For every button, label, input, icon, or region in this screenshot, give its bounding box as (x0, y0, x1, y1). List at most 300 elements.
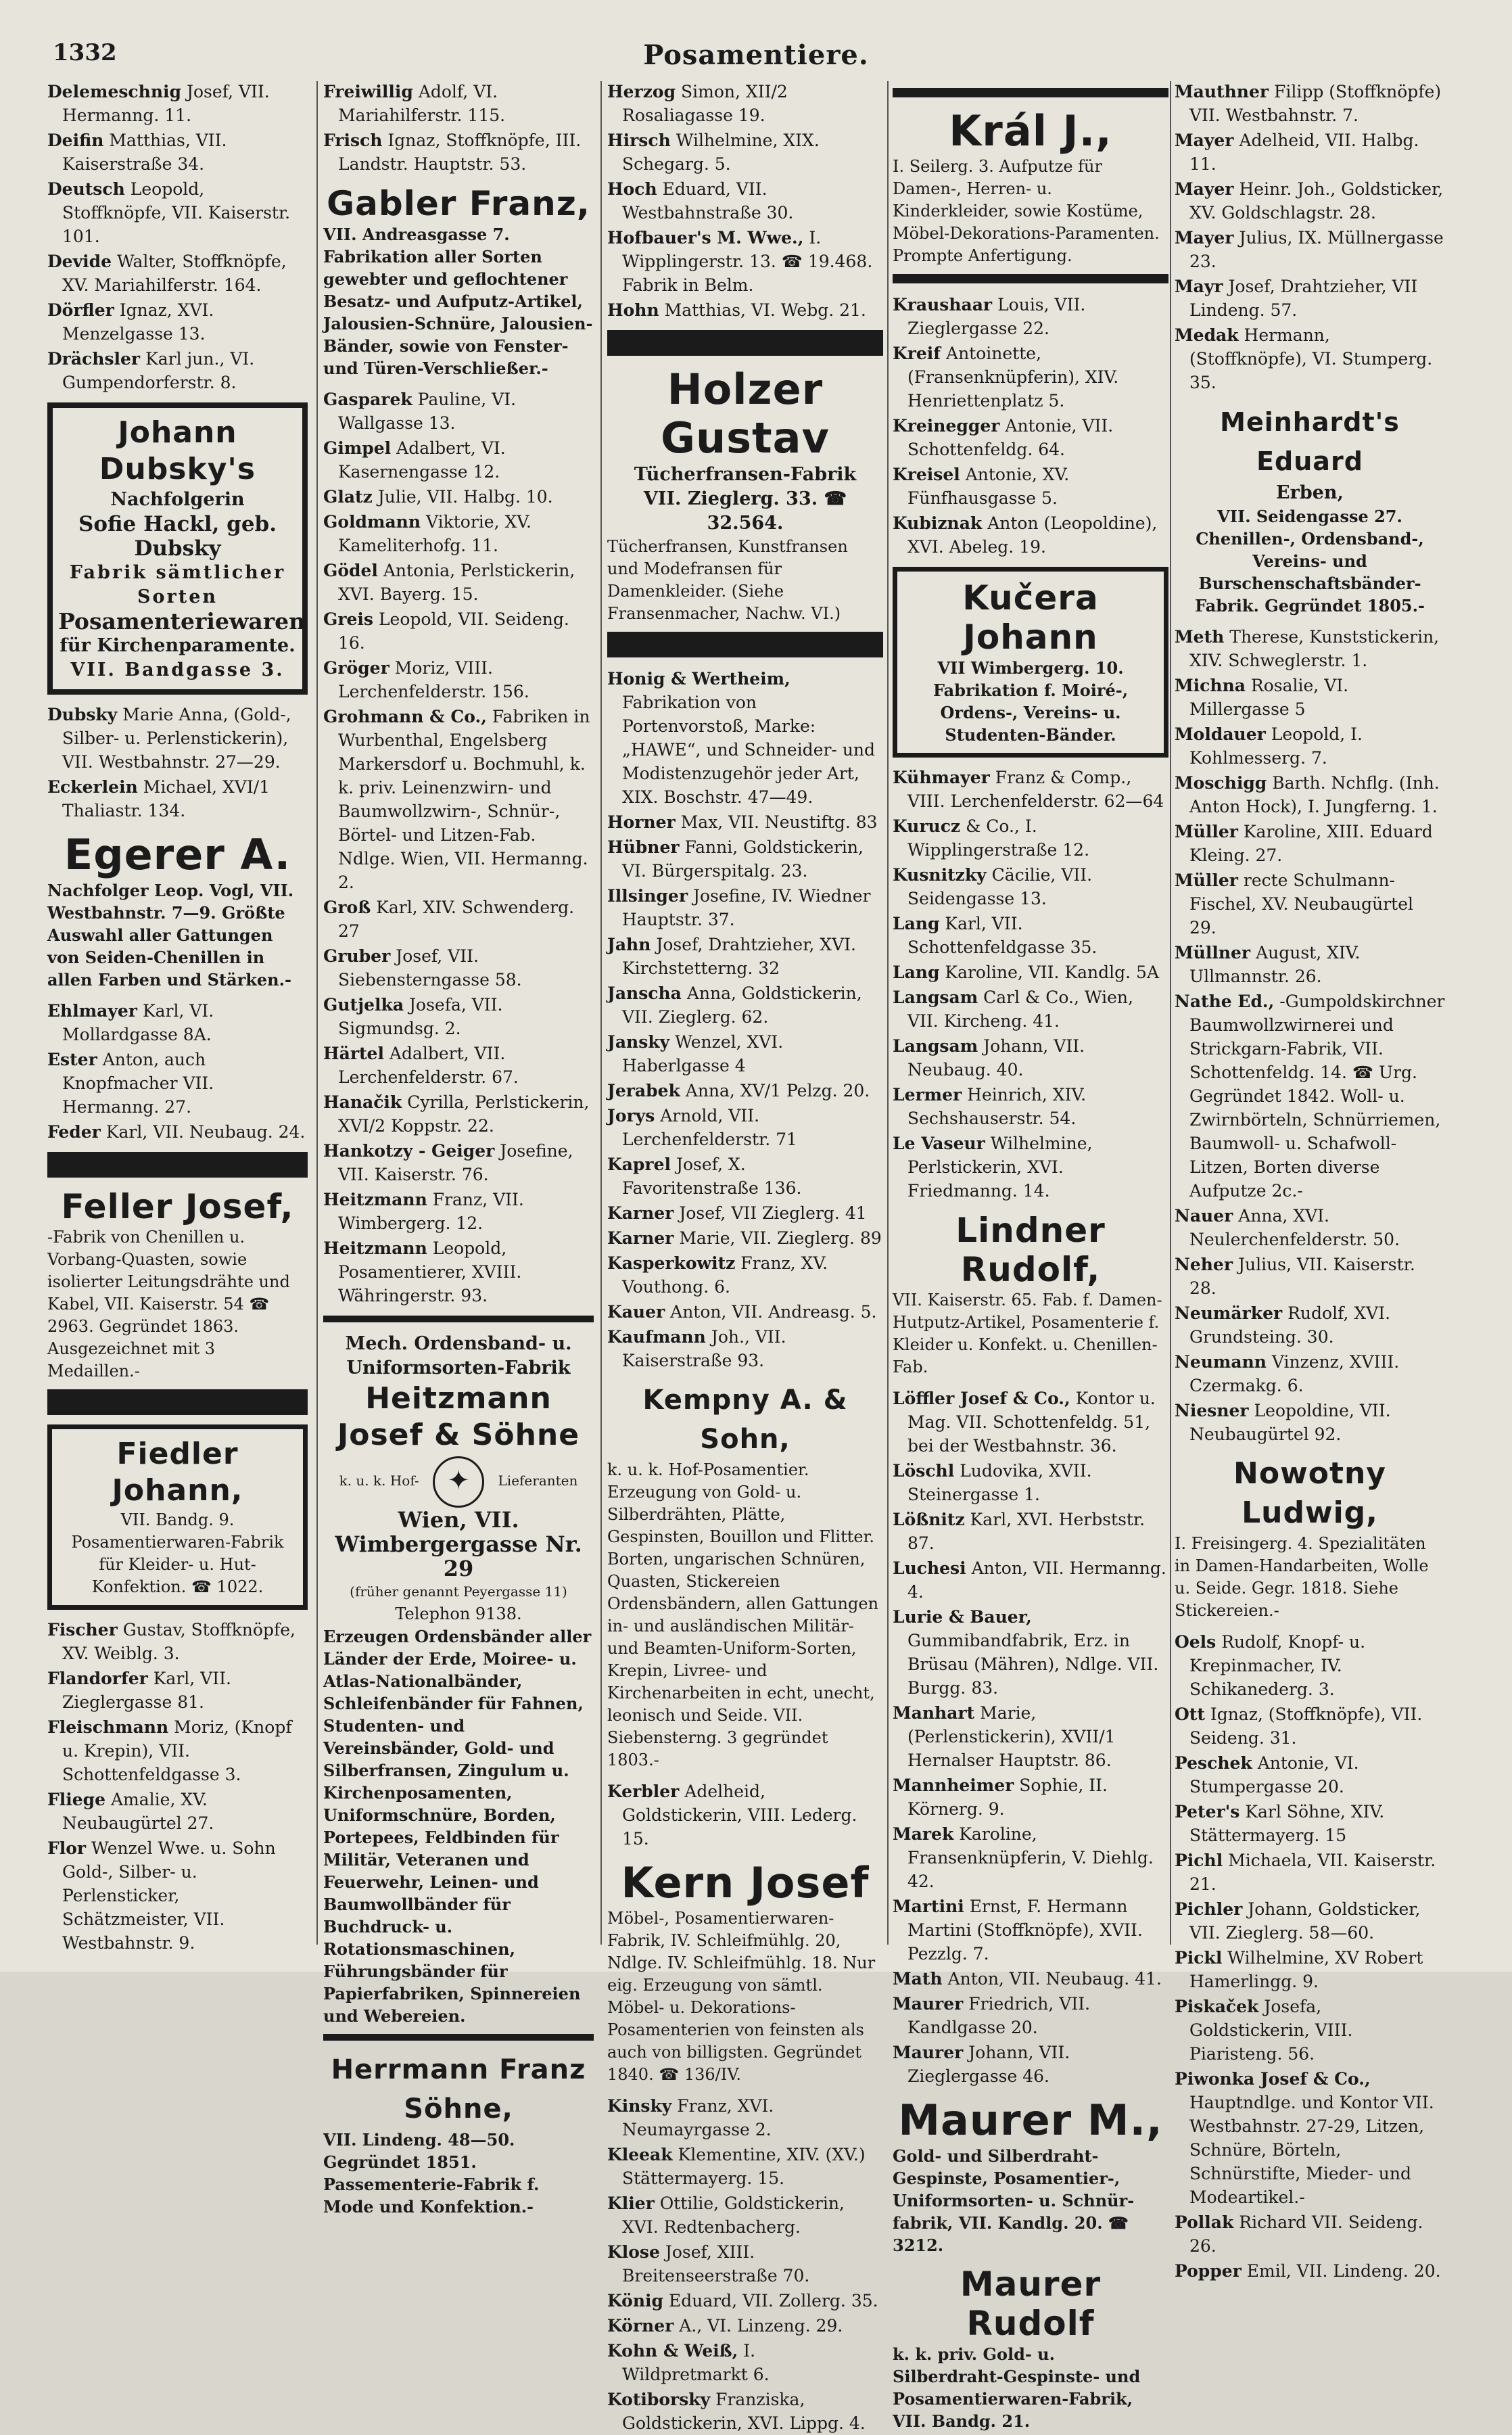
entry-details: Marie, (Perlenstickerin), XVII/1 Hernalser Hauptstr. 86. (907, 1703, 1116, 1770)
entry-name: Hoch (607, 179, 657, 199)
entry-list (893, 293, 1168, 559)
directory-entry (47, 775, 308, 822)
ad-line: Wien, VII. Wimbergergasse Nr. 29 (335, 1507, 582, 1581)
advertisement-egerer (47, 831, 308, 991)
entry-name: Kurucz (893, 816, 961, 836)
directory-entry (1175, 2067, 1445, 2209)
entry-name: Kühmayer (893, 768, 990, 787)
ad-line: Posamenteriewaren (58, 608, 306, 634)
directory-entry (323, 485, 594, 509)
entry-details: Ignaz, Stoffknöpfe, III. Landstr. Hauptstr. 53. (338, 131, 582, 174)
entry-details: Filipp (Stoffknöpfe) VII. Westbahnstr. 7. (1189, 82, 1442, 125)
directory-entry (893, 1701, 1168, 1772)
entry-details: Matthias, VII. Kaiserstraße 34. (62, 131, 227, 174)
entry-details: Rudolf, Knopf- u. Krepinmacher, IV. Schikanederg. 3. (1189, 1632, 1366, 1699)
directory-entry (893, 1895, 1168, 1966)
column-4 (893, 80, 1168, 2431)
entry-name: Maurer (893, 2043, 964, 2062)
directory-entry (323, 1236, 594, 1307)
entry-name: Pollak (1175, 2212, 1234, 2232)
directory-entry (607, 1104, 883, 1151)
entry-details: Pauline, VI. Wallgasse 13. (338, 390, 517, 433)
entry-name: Pichl (1175, 1851, 1223, 1870)
entry-name: Maurer (893, 1994, 964, 2014)
directory-entry (607, 1251, 883, 1299)
directory-entry (1175, 177, 1445, 225)
directory-entry (47, 1667, 308, 1714)
entry-details: Louis, VII. Zieglergasse 22. (907, 295, 1086, 338)
advertisement-heitzmann (323, 1316, 594, 2041)
directory-entry (1175, 1702, 1445, 1750)
ad-divider (607, 330, 883, 356)
entry-details: Adelheid, Goldstickerin, VIII. Lederg. 15. (622, 1782, 857, 1849)
entry-name: Hohn (607, 300, 659, 320)
ad-line: VII. Zieglerg. 33. ☎ 32.564. (643, 488, 847, 534)
entry-name: Kasperkowitz (607, 1253, 736, 1273)
page-title: Posamentiere. (643, 39, 869, 71)
entry-name: Kreisel (893, 465, 960, 484)
entry-details: Matthias, VI. Webg. 21. (664, 300, 866, 320)
entry-details: August, XIV. Ullmannstr. 26. (1189, 943, 1361, 986)
entry-name: Mannheimer (893, 1776, 1014, 1795)
entry-name: Löschl (893, 1461, 955, 1481)
entry-name: Jorys (607, 1106, 655, 1126)
entry-name: Jerabek (607, 1081, 680, 1100)
entry-name: Meth (1175, 627, 1225, 647)
column-rule (1170, 81, 1171, 1945)
ad-title: Maurer Rudolf (960, 2265, 1102, 2343)
entry-details: Julius, VII. Kaiserstr. 28. (1189, 1255, 1415, 1298)
directory-entry (323, 993, 594, 1040)
directory-entry (323, 559, 594, 606)
entry-details: Eduard, VII. Westbahnstraße 30. (622, 179, 794, 223)
directory-entry (1175, 820, 1445, 867)
entry-name: Mauthner (1175, 82, 1269, 101)
entry-name: Janscha (607, 983, 682, 1003)
ad-text: VII. Seidengasse 27. Chenillen-, Ordensband-, Vereins- und Burschenschaftsbänder-Fabrik. Gegründet 1805.- (1195, 507, 1425, 616)
directory-entry (607, 2388, 883, 2435)
entry-details: Franz, XV. Vouthong. 6. (622, 1253, 828, 1297)
entry-details: Viktorie, XV. Kameliterhofg. 11. (338, 512, 531, 555)
directory-entry (47, 80, 308, 127)
directory-entry (1175, 80, 1445, 127)
entry-name: Moschigg (1175, 773, 1267, 793)
entry-name: Horner (607, 812, 676, 832)
directory-entry (893, 1992, 1168, 2039)
advertisement-meinhardt (1175, 402, 1445, 617)
entry-details: Marie Anna, (Gold-, Silber- u. Perlenstickerin), VII. Westbahnstr. 27—29. (62, 705, 291, 772)
entry-details: Richard VII. Seideng. 26. (1189, 2212, 1423, 2256)
entry-name: Luchesi (893, 1558, 966, 1578)
entry-name: Oels (1175, 1632, 1216, 1652)
directory-entry (47, 1715, 308, 1786)
entry-details: & Co., I. Wipplingerstraße 12. (907, 816, 1090, 860)
entry-name: Mayer (1175, 179, 1234, 199)
entry-details: Anna, Goldstickerin, VII. Zieglerg. 62. (622, 983, 862, 1027)
entry-details: Anna, XV/1 Pelzg. 20. (685, 1081, 870, 1100)
entry-details: Ottilie, Goldstickerin, XVI. Redtenbacherg. (622, 2194, 845, 2237)
directory-entry (893, 985, 1168, 1033)
directory-entry (893, 1773, 1168, 1821)
directory-entry (607, 2240, 883, 2288)
directory-entry (1175, 1751, 1445, 1799)
directory-entry (47, 298, 308, 346)
directory-entry (893, 1556, 1168, 1604)
entry-name: Hübner (607, 837, 680, 857)
entry-name: Hofbauer's M. Wwe., (607, 228, 804, 248)
directory-entry (1175, 771, 1445, 818)
ad-text: VII. Andreasgasse 7. Fabrikation aller Sorten gewebter und geflochtener Besatz- und Aufputz-Artikel, Jalousien-Schnüre, Jalousien-Bänder, sowie von Fenster- und Türen-Verschließer.- (323, 225, 593, 378)
directory-entry (607, 226, 883, 297)
directory-entry (893, 1822, 1168, 1893)
entry-details: Karoline, Fransenknüpferin, V. Diehlg. 42. (907, 1824, 1154, 1891)
entry-name: Gröger (323, 658, 389, 678)
crest-row (323, 1454, 594, 1508)
entry-name: Le Vaseur (893, 1134, 985, 1153)
entry-name: Ehlmayer (47, 1001, 137, 1021)
directory-entry (1175, 868, 1445, 940)
ad-title: Heitzmann Josef & Söhne (337, 1381, 580, 1452)
ad-title: Egerer A. (64, 830, 291, 879)
entry-details: Karl, VII. Neubaug. 24. (105, 1122, 306, 1142)
entry-details: Karl jun., VI. Gumpendorferstr. 8. (62, 349, 255, 392)
entry-name: Hirsch (607, 131, 671, 150)
entry-name: Ott (1175, 1704, 1205, 1724)
entry-name: Piskaček (1175, 1997, 1259, 2016)
entry-details: Ignaz, (Stoffknöpfe), VII. Seideng. 31. (1189, 1704, 1423, 1748)
directory-entry (607, 1226, 883, 1250)
entry-list (1175, 80, 1445, 394)
entry-name: Mayr (1175, 277, 1223, 296)
entry-details: Karl, XVI. Herbststr. 87. (907, 1510, 1145, 1553)
ad-text: I. Freisingerg. 4. Spezialitäten in Damen-Handarbeiten, Wolle u. Seide. Gegr. 1818. Siehe Stickereien.- (1175, 1534, 1429, 1620)
directory-entry (607, 981, 883, 1029)
directory-entry (893, 511, 1168, 559)
entry-details: Fabriken in Wurbenthal, Engelsberg Markersdorf u. Bochmuhl, k. k. priv. Leinenzwirn- und Baumwollzwirn-, Schnür-, Börtel- und Litzen-Fab. Ndlge. Wien, VII. Hermanng. 2. (338, 707, 590, 892)
entry-name: Kauer (607, 1302, 665, 1322)
entry-name: Müllner (1175, 943, 1251, 963)
entry-name: Körner (607, 2316, 674, 2336)
entry-details: Ludovika, XVII. Steinergasse 1. (907, 1461, 1092, 1504)
entry-details: Friedrich, VII. Kandlgasse 20. (907, 1994, 1091, 2037)
ad-line: Sofie Hackl, geb. Dubsky (78, 512, 277, 561)
ad-text: VII. Kaiserstr. 65. Fab. f. Damen-Hutputz-Artikel, Posamenterie f. Kleider u. Konfekt. u. Chenillen-Fab. (893, 1291, 1162, 1376)
ad-text: k. k. priv. Gold- u. Silberdraht-Gespinste- und Posamentierwaren-Fabrik, VII. Bandg. 21. (893, 2344, 1141, 2431)
advertisement-gabler (323, 184, 594, 379)
ad-title: Maurer M., (898, 2095, 1163, 2145)
entry-details: Ernst, F. Hermann Martini (Stoffknöpfe), XVII. Pezzlg. 7. (907, 1897, 1143, 1964)
entry-details: Johann, Goldsticker, VII. Zieglerg. 58—60. (1189, 1899, 1421, 1943)
entry-details: Gummibandfabrik, Erz. in Brüsau (Mähren), Ndlge. VII. Burgg. 83. (907, 1631, 1159, 1698)
ad-line: Tücherfransen-Fabrik (634, 464, 857, 485)
advertisement-maurer-m (893, 2096, 1168, 2256)
directory-entry (893, 766, 1168, 813)
entry-details: -Gumpoldskirchner Baumwollzwirnerei und Strickgarn-Fabrik, VII. Schottenfeldg. 14. ☎ Urg. Gegründet 1842. Woll- u. Zwirnbörteln, Schnürriemen, Baumwoll- u. Schafwoll-Litzen, Borten diverse Aufputze 2c.- (1189, 992, 1445, 1201)
entry-name: Kraushaar (893, 295, 993, 315)
directory-entry (47, 1120, 308, 1144)
entry-details: Eduard, VII. Zollerg. 35. (668, 2291, 878, 2311)
entry-details: Franz & Comp., VIII. Lerchenfelderstr. 62—64 (907, 768, 1164, 811)
ad-text: VII Wimbergerg. 10. Fabrikation f. Moiré-, Ordens-, Vereins- u. Studenten-Bänder. (932, 658, 1129, 745)
directory-entry (47, 1618, 308, 1665)
directory-entry (1175, 674, 1445, 721)
ad-text: Möbel-, Posamentierwaren-Fabrik, IV. Schleifmühlg. 20, Ndlge. IV. Schleifmühlg. 18. Nur eig. Erzeugung von sämtl. Möbel- u. Dekorations-Posamenterien von feinsten als auch von billigsten. Gegründet 1840. ☎ 136/IV. (607, 1909, 876, 2084)
ad-text: VII. Bandg. 9. Posamentierwaren-Fabrik für Kleider- u. Hut-Konfektion. ☎ 1022. (71, 1510, 284, 1596)
entry-list (1175, 625, 1445, 1446)
entry-details: Johann, VII. Neubaug. 40. (907, 1036, 1085, 1080)
directory-entry (323, 80, 594, 127)
entry-name: Delemeschnig (47, 82, 181, 101)
directory-entry (893, 1459, 1168, 1506)
ad-line: Nachfolgerin (110, 489, 245, 510)
entry-details: Simon, XII/2 Rosaliagasse 19. (622, 82, 788, 125)
entry-list (607, 80, 883, 322)
entry-name: Grohmann & Co., (323, 707, 487, 726)
directory-entry (1175, 1301, 1445, 1349)
directory-entry (1175, 1630, 1445, 1701)
entry-name: Dörfler (47, 300, 114, 320)
ad-text: k. u. k. Hof-Posamentier. Erzeugung von Gold- u. Silberdrähten, Plätte, Gespinsten, Bouillon und Flitter. Borten, ungarischen Schnüren, Quasten, Stickereien Ordensbändern, allen Gattungen in- und ausländischen Militär- und Beamten-Uniform-Sorten, Krepin, Livree- und Kirchenarbeiten in echt, unecht, leonisch und Seide. VII. Siebensterng. 3 gegründet 1803.- (607, 1460, 879, 1769)
entry-name: Ester (47, 1050, 97, 1069)
directory-entry (323, 705, 594, 894)
entry-details: Franziska, Goldstickerin, XVI. Lippg. 4. (622, 2390, 866, 2433)
entry-details: Antoinette, (Fransenknüpferin), XIV. Henriettenplatz 5. (907, 344, 1119, 411)
entry-name: Kreinegger (893, 416, 1000, 436)
directory-entry (1175, 625, 1445, 672)
entry-list (607, 2094, 883, 2435)
ad-divider (893, 274, 1168, 283)
entry-details: Antonie, VI. Stumpergasse 20. (1189, 1753, 1359, 1796)
entry-details: Leopold, Posamentierer, XVIII. Währingerstr. 93. (338, 1238, 522, 1305)
entry-list (1175, 1630, 1445, 2283)
entry-name: Mayer (1175, 228, 1234, 248)
directory-entry (1175, 129, 1445, 176)
ad-line: Lieferanten (498, 1472, 578, 1489)
advertisement-nowotny (1175, 1454, 1445, 1622)
entry-details: Walter, Stoffknöpfe, XV. Mariahilferstr. 164. (62, 252, 287, 295)
entry-name: Klose (607, 2242, 660, 2262)
directory-entry (1175, 1204, 1445, 1251)
entry-name: Illsinger (607, 886, 688, 906)
directory-entry (607, 2289, 883, 2313)
entry-name: Peschek (1175, 1753, 1252, 1773)
advertisement-feller (47, 1152, 308, 1415)
directory-entry (1175, 1995, 1445, 2066)
entry-name: Löffler Josef & Co., (893, 1389, 1070, 1408)
directory-entry (607, 2192, 883, 2239)
directory-entry (893, 863, 1168, 910)
entry-name: Gasparek (323, 390, 412, 409)
entry-name: Karner (607, 1228, 674, 1248)
imperial-eagle-icon: ✦ (433, 1456, 484, 1508)
entry-name: Härtel (323, 1044, 384, 1063)
entry-name: Devide (47, 252, 112, 271)
entry-name: Marek (893, 1824, 954, 1844)
ad-divider (607, 632, 883, 657)
entry-details: Karl Söhne, XIV. Stättermayerg. 15 (1189, 1802, 1385, 1845)
ad-text: Tücherfransen, Kunstfransen und Modefransen für Damenkleider. (Siehe Fransenmacher, Nachw. VI.) (607, 537, 848, 623)
entry-details: Josef, VII. Siebensterngasse 58. (338, 946, 522, 990)
entry-name: Frisch (323, 131, 383, 150)
entry-details: Rosalie, VI. Millergasse 5 (1189, 676, 1349, 719)
directory-entry (323, 1188, 594, 1235)
directory-entry (323, 436, 594, 484)
entry-name: Moldauer (1175, 724, 1266, 744)
entry-details: Cyrilla, Perlstickerin, XVI/2 Koppstr. 22. (338, 1092, 590, 1136)
entry-details: Antonie, VII. Schottenfeldg. 64. (907, 416, 1114, 459)
entry-name: Pickl (1175, 1948, 1223, 1968)
entry-name: Martini (893, 1897, 964, 1916)
entry-details: Heinrich, XIV. Sechshauserstr. 54. (907, 1085, 1087, 1128)
entry-details: Leopold, I. Kohlmesserg. 7. (1189, 724, 1363, 768)
ad-text: Gold- und Silberdraht-Gespinste, Posamentier-, Uniformsorten- u. Schnür-fabrik, VII. Kandlg. 20. ☎ 3212. (893, 2146, 1135, 2255)
entry-details: Franz, VII. Wimbergerg. 12. (338, 1190, 524, 1233)
ad-text: I. Seilerg. 3. Aufputze für Damen-, Herren- u. Kinderkleider, sowie Kostüme, Möbel-Dekorations-Paramenten. Prompte Anfertigung. (893, 157, 1160, 265)
entry-details: Rudolf, XVI. Grundsteing. 30. (1189, 1303, 1391, 1347)
directory-entry (1175, 2210, 1445, 2258)
entry-name: Kreif (893, 344, 941, 363)
entry-name: Nathe Ed., (1175, 992, 1275, 1011)
entry-name: Greis (323, 609, 373, 629)
directory-entry (607, 2143, 883, 2190)
entry-details: Karl, VII. Schottenfeldgasse 35. (907, 914, 1097, 957)
entry-list (893, 1387, 1168, 2088)
ad-title: Feller Josef, (61, 1187, 294, 1226)
entry-name: Neumann (1175, 1352, 1267, 1372)
entry-name: Müller (1175, 822, 1238, 841)
entry-name: Lermer (893, 1085, 962, 1105)
entry-details: Julie, VII. Halbg. 10. (377, 487, 553, 507)
entry-name: Lang (893, 914, 940, 933)
advertisement-kral (893, 88, 1168, 283)
entry-list (323, 80, 594, 176)
directory-entry (607, 810, 883, 834)
entry-name: Deutsch (47, 179, 125, 199)
directory-entry (1175, 1946, 1445, 1993)
entry-name: Honig & Wertheim, (607, 669, 790, 689)
ad-line: k. u. k. Hof- (339, 1472, 419, 1489)
entry-details: Leopold, VII. Seideng. 16. (338, 609, 569, 653)
entry-name: Pichler (1175, 1899, 1243, 1919)
entry-name: Herzog (607, 82, 676, 101)
entry-name: Peter's (1175, 1802, 1240, 1822)
column-3 (607, 80, 883, 2433)
advertisement-fiedler (47, 1424, 308, 1610)
entry-details: Josefa, Goldstickerin, VIII. Piaristeng. 56. (1189, 1997, 1353, 2064)
ad-line: Erben, (1276, 482, 1344, 503)
directory-entry (893, 1605, 1168, 1700)
directory-entry (893, 814, 1168, 862)
entry-name: Kaprel (607, 1155, 671, 1174)
entry-details: Anton, auch Knopfmacher VII. Hermanng. 27. (62, 1050, 214, 1117)
entry-details: Wenzel, XVI. Haberlgasse 4 (622, 1032, 784, 1075)
entry-details: Leopoldine, VII. Neubaugürtel 92. (1189, 1401, 1391, 1444)
entry-details: Hauptndlge. und Kontor VII. Westbahnstr. 27-29, Litzen, Schnüre, Börteln, Schnürstifte, Mieder- und Modeartikel.- (1189, 2093, 1434, 2207)
advertisement-dubsky (47, 402, 308, 695)
entry-details: I. Wipplingerstr. 13. ☎ 19.468. Fabrik in Belm. (622, 228, 873, 295)
entry-details: Anton (Leopoldine), XVI. Abeleg. 19. (907, 513, 1158, 557)
directory-entry (323, 896, 594, 943)
entry-details: A., VI. Linzeng. 29. (679, 2316, 843, 2336)
entry-details: Fabrikation von Portenvorstoß, Marke: „HAWE“, und Schneider- und Modistenzugehör jeder Art, XIX. Boschstr. 47—49. (622, 693, 876, 807)
directory-entry (323, 510, 594, 557)
entry-name: Neumärker (1175, 1303, 1283, 1323)
entry-list (47, 80, 308, 394)
entry-name: Kerbler (607, 1782, 680, 1801)
column-1 (47, 80, 308, 1951)
directory-entry (893, 463, 1168, 510)
directory-entry (607, 298, 883, 322)
entry-name: Fleischmann (47, 1717, 169, 1737)
entry-details: Michael, XVI/1 Thaliastr. 134. (62, 777, 270, 820)
entry-name: Manhart (893, 1703, 975, 1723)
entry-list (47, 999, 308, 1144)
column-rule (600, 81, 602, 1945)
ad-title: Nowotny Ludwig, (1233, 1456, 1386, 1530)
entry-details: Anton, VII. Hermanng. 4. (907, 1558, 1166, 1602)
entry-details: Amalie, XV. Neubaugürtel 27. (62, 1790, 214, 1833)
entry-details: Cäcilie, VII. Seidengasse 13. (907, 865, 1093, 908)
advertisement-kucera (893, 567, 1168, 758)
entry-details: Adelheid, VII. Halbg. 11. (1189, 131, 1419, 174)
entry-name: Flor (47, 1838, 87, 1858)
directory-entry (607, 2314, 883, 2338)
entry-details: Josefa, VII. Sigmundsg. 2. (338, 995, 503, 1038)
entry-name: Popper (1175, 2261, 1242, 2281)
entry-details: Max, VII. Neustiftg. 83 (680, 812, 878, 832)
ad-line: Fabrik sämtlicher Sorten (69, 562, 286, 607)
ad-line: Mech. Ordensband- u. Uniformsorten-Fabrik (345, 1333, 572, 1378)
ad-text: Erzeugen Ordensbänder aller Länder der Erde, Moiree- u. Atlas-Nationalbänder, Schleifenbänder für Fahnen, Studenten- und Vereinsbänder, Gold- und Silberfransen, Zingulum u. Kirchenposamenten, Uniformschnüre, Borden, Portepees, Feldbinden für Militär, Veteranen und Feuerwehr, Leinen- und Baumwollbänder für Buchdruck- u. Rotationsmaschinen, Führungsbänder für Papierfabriken, Spinnereien und Webereien. (323, 1627, 592, 2026)
entry-name: Nauer (1175, 1206, 1233, 1226)
entry-list (893, 766, 1168, 1203)
advertisement-kempny (607, 1381, 883, 1771)
entry-name: Glatz (323, 487, 373, 507)
entry-name: Jahn (607, 935, 651, 954)
column-rule (316, 81, 318, 1945)
entry-name: Kleeak (607, 2145, 673, 2164)
entry-name: Math (893, 1969, 943, 1989)
entry-details: Emil, VII. Lindeng. 20. (1246, 2261, 1441, 2281)
ad-title: Johann Dubsky's (99, 415, 256, 486)
directory-entry (1175, 226, 1445, 273)
directory-entry (893, 1034, 1168, 1082)
entry-name: Kotiborsky (607, 2390, 711, 2409)
directory-entry (1175, 1897, 1445, 1945)
entry-list (607, 1780, 883, 1851)
entry-details: Antonia, Perlstickerin, XVI. Bayerg. 15. (338, 561, 575, 604)
directory-entry (47, 129, 308, 176)
directory-entry (47, 999, 308, 1046)
column-2 (323, 80, 594, 2217)
entry-name: Lurie & Bauer, (893, 1607, 1032, 1627)
ad-title: Holzer Gustav (661, 365, 830, 463)
entry-details: Josef, VII Zieglerg. 41 (679, 1203, 867, 1223)
entry-details: Josef, X. Favoritenstraße 136. (622, 1155, 802, 1198)
entry-name: Dubsky (47, 705, 118, 724)
column-5 (1175, 80, 1445, 2281)
entry-details: Moriz, VIII. Lerchenfelderstr. 156. (338, 658, 529, 701)
directory-entry (47, 1788, 308, 1835)
entry-name: Kinsky (607, 2096, 672, 2116)
entry-details: Joh., VII. Kaiserstraße 93. (622, 1327, 786, 1370)
directory-entry (323, 388, 594, 435)
directory-entry (893, 342, 1168, 413)
directory-entry (607, 2094, 883, 2141)
directory-entry (323, 1090, 594, 1138)
entry-details: Josef, VII. Hermanng. 11. (62, 82, 270, 125)
column-rule (887, 81, 889, 1945)
